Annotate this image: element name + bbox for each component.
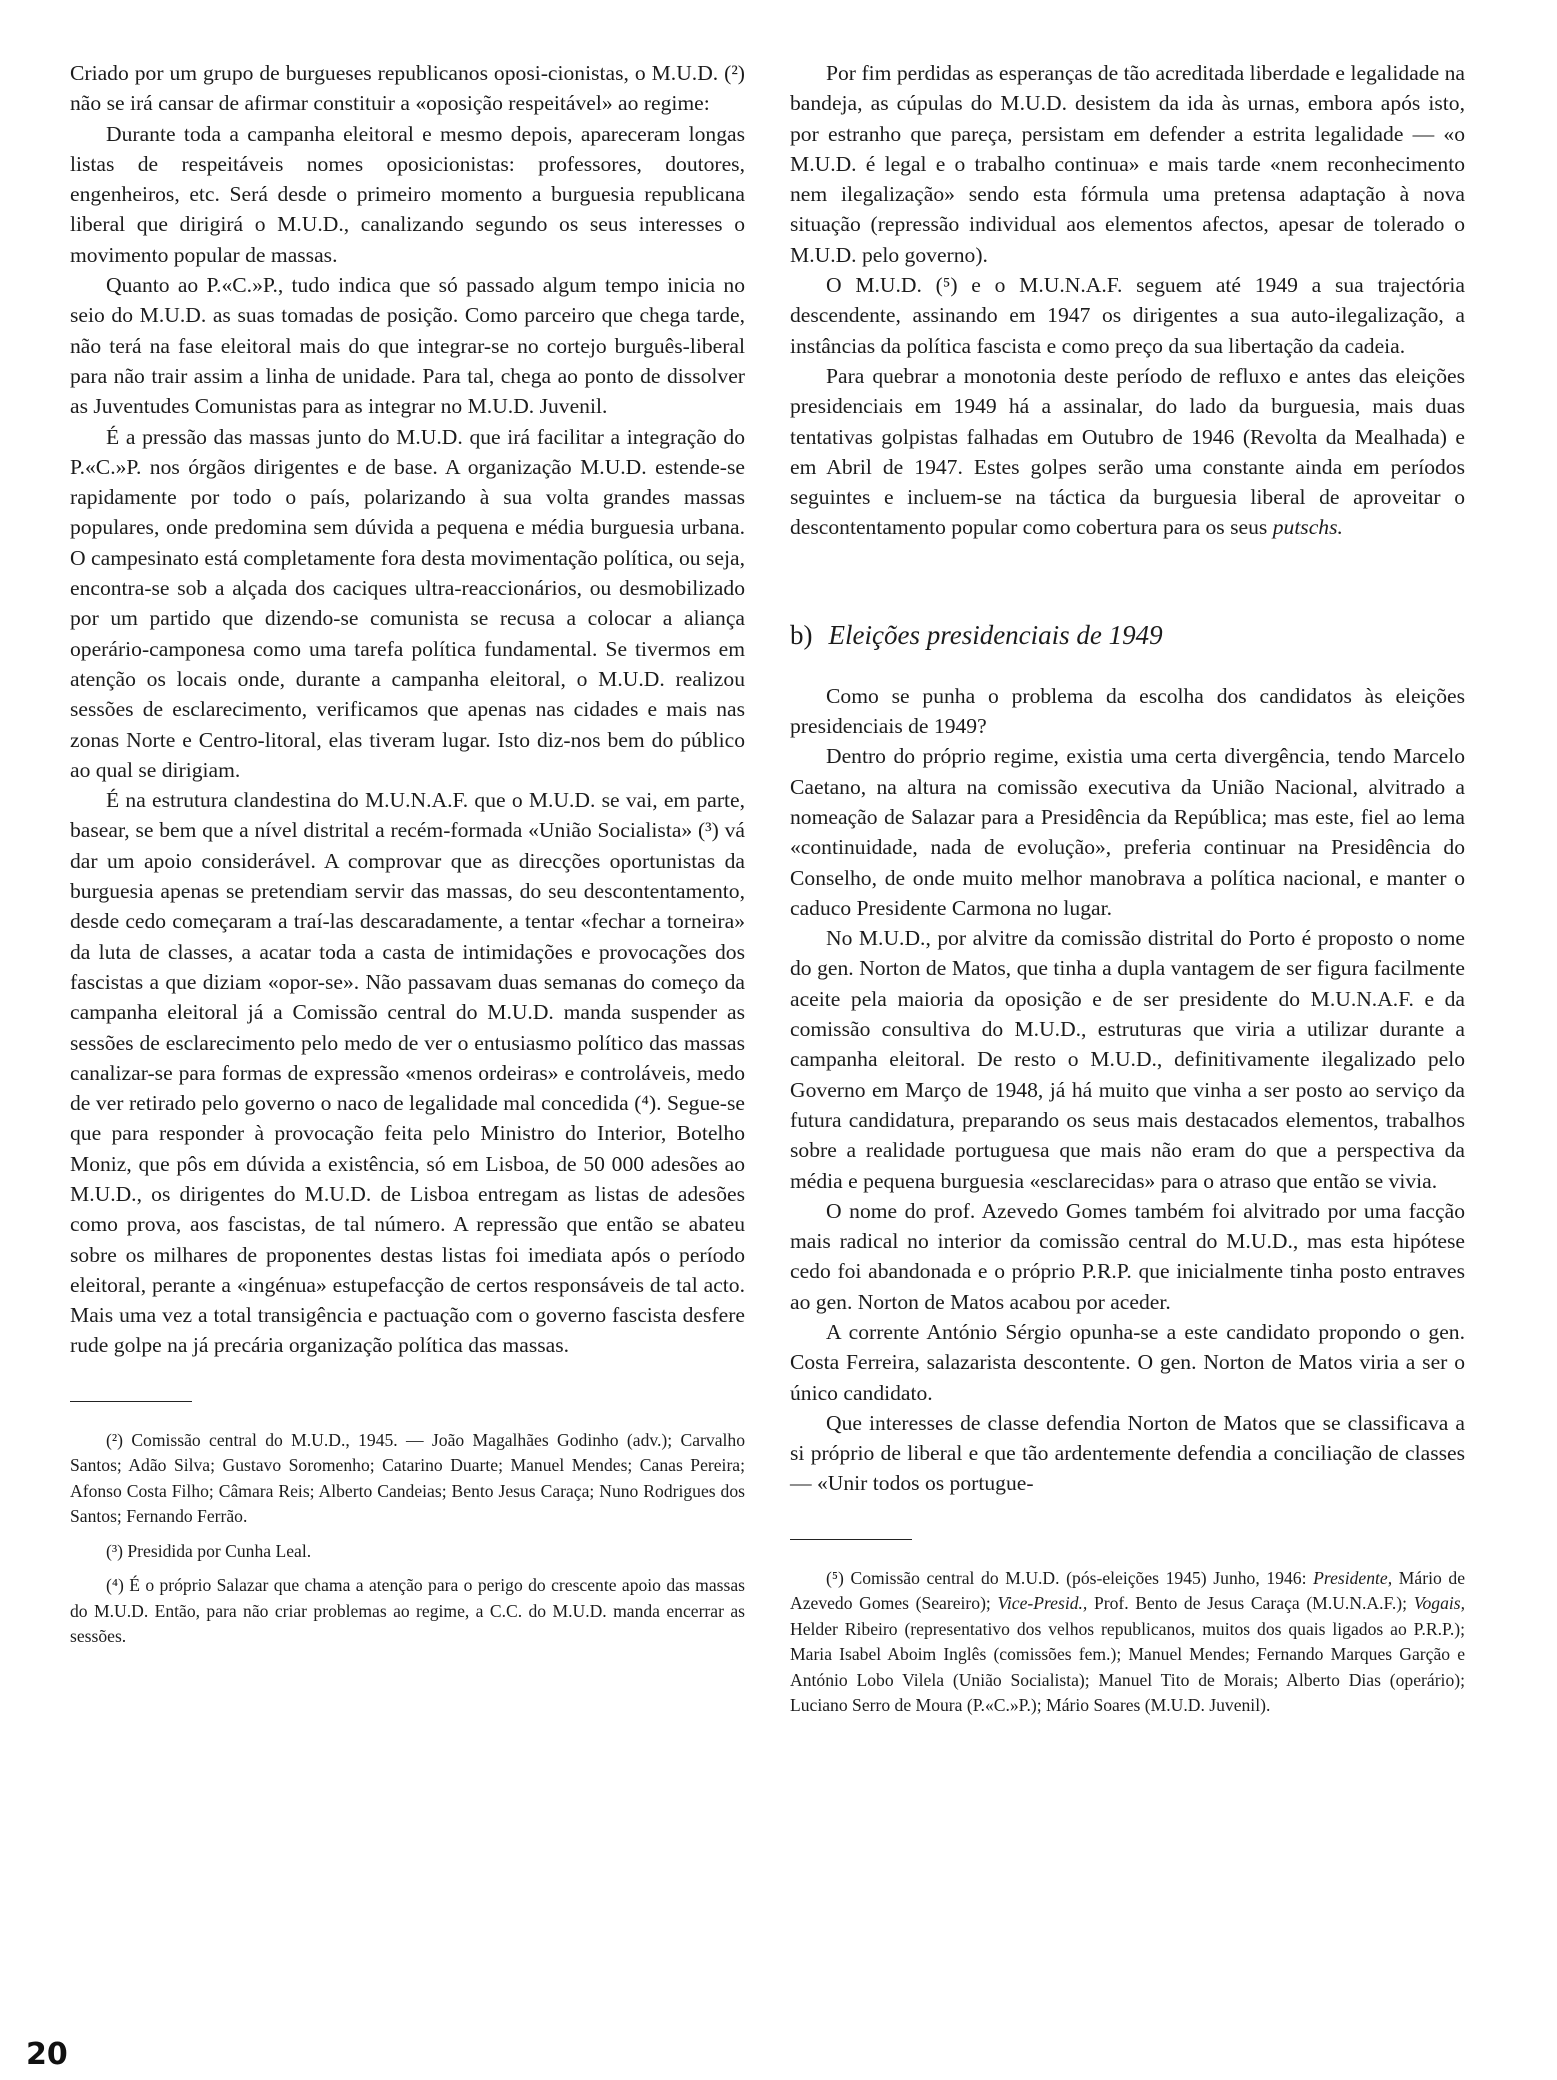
putschs-word: putschs. [1272,515,1343,540]
quoted-paragraph: Durante toda a campanha eleitoral e mesmo depois, apareceram longas listas de respeitáveis nomes oposicionistas: professores, doutores, engenheiros, etc. Será desde o primeiro momento a burguesia republicana liberal que dirigirá o M.U.D., canalizando segundo os seus interesses o movimento popular de massas. [70,121,745,267]
paragraph-text: Para quebrar a monotonia deste período de refluxo e antes das eleições presidenciais em 1949 há a assinalar, do lado da burguesia, mais duas tentativas golpistas falhadas em Outubro de 1946 (Revolta da Mealhada) e em Abril de 1947. Estes golpes serão uma constante ainda em períodos seguintes e incluem-se na táctica da burguesia liberal de aproveitar o descontentamento popular como cobertura para os seus [790,363,1465,540]
footnote-4: (⁴) É o próprio Salazar que chama a atenção para o perigo do crescente apoio das massas do M.U.D. Então, para não criar problemas ao regime, a C.C. do M.U.D. manda encerrar as sessões. [70,1575,745,1647]
section-title: Eleições presidenciais de 1949 [828,619,1163,650]
paragraph: Que interesses de classe defendia Norton de Matos que se classificava a si próprio de liberal e que tão ardentemente defendia a conciliação de classes — «Unir todos os portugue- [790,1410,1465,1496]
paragraph: O M.U.D. (⁵) e o M.U.N.A.F. seguem até 1949 a sua trajectória descendente, assinando em 1947 os dirigentes a sua auto-ilegalização, a instâncias da política fascista e como preço da sua libertação da cadeia. [790,273,1465,358]
right-body-bottom [790,681,1465,1499]
paragraph: É na estrutura clandestina do M.U.N.A.F. que o M.U.D. se vai, em parte, basear, se bem que a nível distrital a recém-formada «União Socialista» (³) vá dar um apoio considerável. A comprovar que as direcções oportunistas da burguesia apenas se pretendiam servir das massas, do seu descontentamento, desde cedo começaram a traí-las descaradamente, a tentar «fechar a torneira» da luta de classes, a acatar toda a casta de intimidações e provocações dos fascistas a que diziam «opor-se». Não passavam duas semanas do começo da campanha eleitoral já a Comissão central do M.U.D. manda suspender as sessões de esclarecimento pelo medo de ver o entusiasmo político das massas canalizar-se para formas de expressão «menos ordeiras» e controláveis, medo de ver retirado pelo governo o naco de legalidade mal concedida (⁴). Segue-se que para responder à provocação feita pelo Ministro do Interior, Botelho Moniz, que pôs em dúvida a existência, só em Lisboa, de 50 000 adesões ao M.U.D., os dirigentes do M.U.D. de Lisboa entregam as listas de adesões como prova, aos fascistas, de tal número. A repressão que então se abateu sobre os milhares de proponentes destas listas foi imediata após o período eleitoral, perante a «ingénua» estupefacção de certos responsáveis de tal acto. Mais uma vez a total transigência e pactuação com o governo fascista desfere rude golpe na já precária organização política das massas. [70,788,745,1358]
footnote-separator [790,1539,912,1540]
footnote-separator [70,1401,192,1402]
right-column [790,58,1465,1719]
page-number: 20 [26,2037,68,2072]
right-footnotes [790,1566,1465,1719]
paragraph: Quanto ao P.«C.»P., tudo indica que só passado algum tempo inicia no seio do M.U.D. as suas tomadas de posição. Como parceiro que chega tarde, não terá na fase eleitoral mais do que integrar-se no cortejo burguês-liberal para não trair assim a linha de unidade. Para tal, chega ao ponto de dissolver as Juventudes Comunistas para as integrar no M.U.D. Juvenil. [70,273,745,419]
left-column [70,58,745,1650]
paragraph: Por fim perdidas as esperanças de tão acreditada liberdade e legalidade na bandeja, as cúpulas do M.U.D. desistem da ida às urnas, embora após isto, por estranho que pareça, persistam em defender a estrita legalidade — «o M.U.D. é legal e o trabalho continua» e mais tarde «nem reconhecimento nem ilegalização» sendo esta fórmula uma pretensa adaptação à nova situação (repressão individual aos elementos afectos, apesar de tolerado o M.U.D. pelo governo). [790,61,1465,267]
footnote-2: (²) Comissão central do M.U.D., 1945. — João Magalhães Godinho (adv.); Carvalho Santos; Adão Silva; Gustavo Soromenho; Catarino Duarte; Manuel Mendes; Canas Pereira; Afonso Costa Filho; Câmara Reis; Alberto Candeias; Bento Jesus Caraça; Nuno Rodrigues dos Santos; Fernando Ferrão. [70,1429,745,1527]
paragraph: Como se punha o problema da escolha dos candidatos às eleições presidenciais de 1949? [790,683,1465,739]
paragraph: Criado por um grupo de burgueses republicanos oposi-cionistas, o M.U.D. (²) não se irá cansar de afirmar constituir a «oposição respeitável» ao regime: [70,61,745,116]
footnote-5: (⁵) Comissão central do M.U.D. (pós-eleições 1945) Junho, 1946: Presidente, Mário de Azevedo Gomes (Seareiro); Vice-Presid., Prof. Bento de Jesus Caraça (M.U.N.A.F.); Vogais, Helder Ribeiro (representativo dos velhos republicanos, muitos dos quais ligados ao P.R.P.); Maria Isabel Aboim Inglês (comissões fem.); Manuel Mendes; Fernando Marques Garção e António Lobo Vilela (União Socialista); Manuel Tito de Morais; Alberto Dias (operário); Luciano Serro de Moura (P.«C.»P.); Mário Soares (M.U.D. Juvenil). [790,1567,1466,1716]
paragraph: É a pressão das massas junto do M.U.D. que irá facilitar a integração do P.«C.»P. nos órgãos dirigentes e de base. A organização M.U.D. estende-se rapidamente por todo o país, polarizando à sua volta grandes massas populares, onde predomina sem dúvida a pequena e média burguesia urbana. O campesinato está completamente fora desta movimentação política, ou seja, encontra-se sob a alçada dos caciques ultra-reaccionários, ou desmobilizado por um partido que dizendo-se comunista se recusa a colocar a aliança operário-camponesa como uma tarefa política fundamental. Se tivermos em atenção os locais onde, durante a campanha eleitoral, o M.U.D. realizou sessões de esclarecimento, verificamos que apenas nas cidades e mais nas zonas Norte e Centro-litoral, elas tiveram lugar. Isto diz-nos bem do público ao qual se dirigiam. [70,424,745,782]
paragraph [790,361,1465,543]
paragraph: A corrente António Sérgio opunha-se a este candidato propondo o gen. Costa Ferreira, salazarista descontente. O gen. Norton de Matos viria a ser o único candidato. [790,1319,1465,1405]
paragraph: No M.U.D., por alvitre da comissão distrital do Porto é proposto o nome do gen. Norton de Matos, que tinha a dupla vantagem de ser figura facilmente aceite pela maioria da oposição e de ser presidente do M.U.N.A.F. e da comissão consultiva do M.U.D., estruturas que viria a utilizar durante a campanha eleitoral. De resto o M.U.D., definitivamente ilegalizado pelo Governo em Março de 1948, já há muito que vinha a ser posto ao serviço da futura candidatura, preparando os seus mais destacados elementos, trabalhos sobre a realidade portuguesa que mais não eram do que a perspectiva da média e pequena burguesia «esclarecidas» para o atraso que então se vivia. [790,926,1465,1193]
section-heading [790,619,1465,651]
paragraph: O nome do prof. Azevedo Gomes também foi alvitrado por uma facção mais radical no interior da comissão central do M.U.D., mas esta hipótese cedo foi abandonada e o próprio P.R.P. que inicialmente tinha posto entraves ao gen. Norton de Matos acabou por aceder. [790,1198,1465,1314]
paragraph: Dentro do próprio regime, existia uma certa divergência, tendo Marcelo Caetano, na altura na comissão executiva da União Nacional, alvitrado a nomeação de Salazar para a Presidência da República; mas este, fiel ao lema «continuidade, nada de evolução», preferia continuar na Presidência do Conselho, de onde muito melhor manobrava a política nacional, e manter o caduco Presidente Carmona no lugar. [790,744,1465,920]
section-letter: b) [790,619,813,650]
right-body-top [790,58,1465,543]
left-footnotes [70,1428,745,1650]
footnote-3: (³) Presidida por Cunha Leal. [106,1540,312,1561]
left-body [70,58,745,1361]
